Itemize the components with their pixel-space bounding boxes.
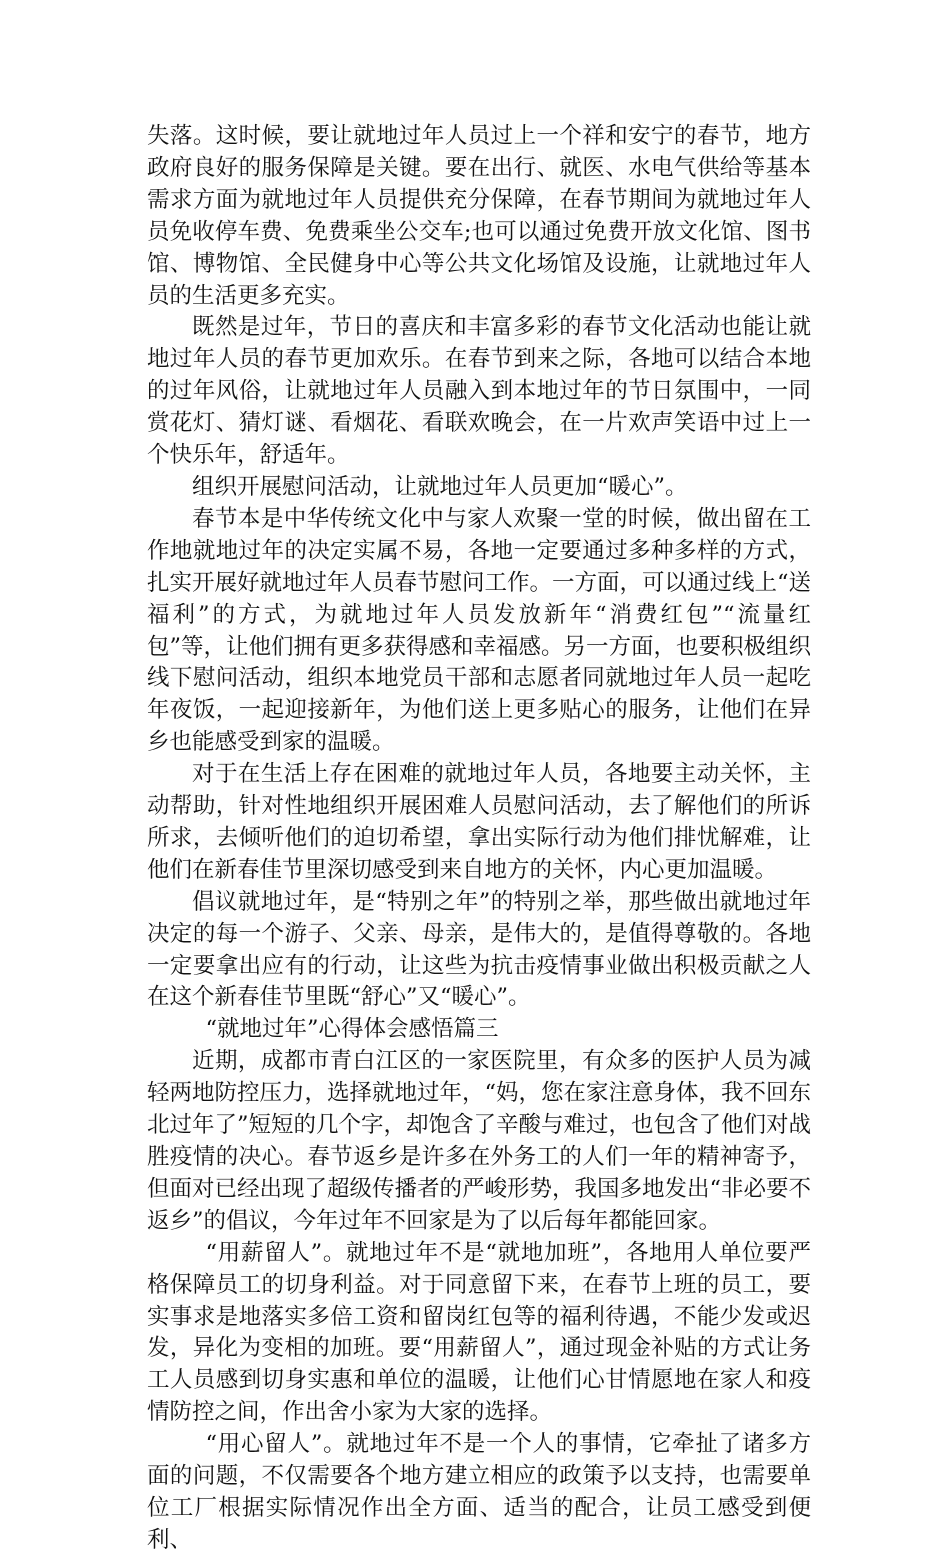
paragraph: “用薪留人”。就地过年不是“就地加班”，各地用人单位要严格保障员工的切身利益。对于同意留下来，在春节上班的员工，要实事求是地落实多倍工资和留岗红包等的福利待遇，不能少发或迟发，异化为变相的加班。要“用薪留人”，通过现金补贴的方式让务工人员感到切身实惠和单位的温暖，让他们心甘情愿地在家人和疫情防控之间，作出舍小家为大家的选择。 <box>147 1239 811 1426</box>
paragraph: “用心留人”。就地过年不是一个人的事情，它牵扯了诸多方面的问题，不仅需要各个地方建立相应的政策予以支持，也需要单位工厂根据实际情况作出全方面、适当的配合，让员工感受到便利、 <box>147 1431 811 1553</box>
paragraph-continuation: 失落。这时候，要让就地过年人员过上一个祥和安宁的春节，地方政府良好的服务保障是关键。要在出行、就医、水电气供给等基本需求方面为就地过年人员提供充分保障，在春节期间为就地过年人员免收停车费、免费乘坐公交车;也可以通过免费开放文化馆、图书馆、博物馆、全民健身中心等公共文化场馆及设施，让就地过年人员的生活更多充实。 <box>147 123 811 309</box>
paragraph: 对于在生活上存在困难的就地过年人员，各地要主动关怀，主动帮助，针对性地组织开展困难人员慰问活动，去了解他们的所诉所求，去倾听他们的迫切希望，拿出实际行动为他们排忧解难，让他们在新春佳节里深切感受到来自地方的关怀，内心更加温暖。 <box>147 761 811 883</box>
paragraph: 组织开展慰问活动，让就地过年人员更加“暖心”。 <box>192 473 688 500</box>
paragraph: 既然是过年，节日的喜庆和丰富多彩的春节文化活动也能让就地过年人员的春节更加欢乐。在春节到来之际，各地可以结合本地的过年风俗，让就地过年人员融入到本地过年的节日氛围中，一同赏花灯、猜灯谜、看烟花、看联欢晚会，在一片欢声笑语中过上一个快乐年，舒适年。 <box>147 314 811 469</box>
paragraph: 近期，成都市青白江区的一家医院里，有众多的医护人员为减轻两地防控压力，选择就地过年，“妈，您在家注意身体，我不回东北过年了”短短的几个字，却饱含了辛酸与难过，也包含了他们对战胜疫情的决心。春节返乡是许多在外务工的人们一年的精神寄予，但面对已经出现了超级传播者的严峻形势，我国多地发出“非必要不返乡”的倡议，今年过年不回家是为了以后每年都能回家。 <box>147 1048 812 1234</box>
article-body <box>147 121 811 1557</box>
section-heading: “就地过年”心得体会感悟篇三 <box>205 1016 499 1043</box>
paragraph: 春节本是中华传统文化中与家人欢聚一堂的时候，做出留在工作地就地过年的决定实属不易，各地一定要通过多种多样的方式，扎实开展好就地过年人员春节慰问工作。一方面，可以通过线上“送福利”的方式，为就地过年人员发放新年“消费红包”“流量红包”等，让他们拥有更多获得感和幸福感。另一方面，也要积极组织线下慰问活动，组织本地党员干部和志愿者同就地过年人员一起吃年夜饭，一起迎接新年，为他们送上更多贴心的服务，让他们在异乡也能感受到家的温暖。 <box>147 505 812 756</box>
paragraph: 倡议就地过年，是“特别之年”的特别之举，那些做出就地过年决定的每一个游子、父亲、母亲，是伟大的，是值得尊敬的。各地一定要拿出应有的行动，让这些为抗击疫情事业做出积极贡献之人在这个新春佳节里既“舒心”又“暖心”。 <box>147 888 811 1011</box>
